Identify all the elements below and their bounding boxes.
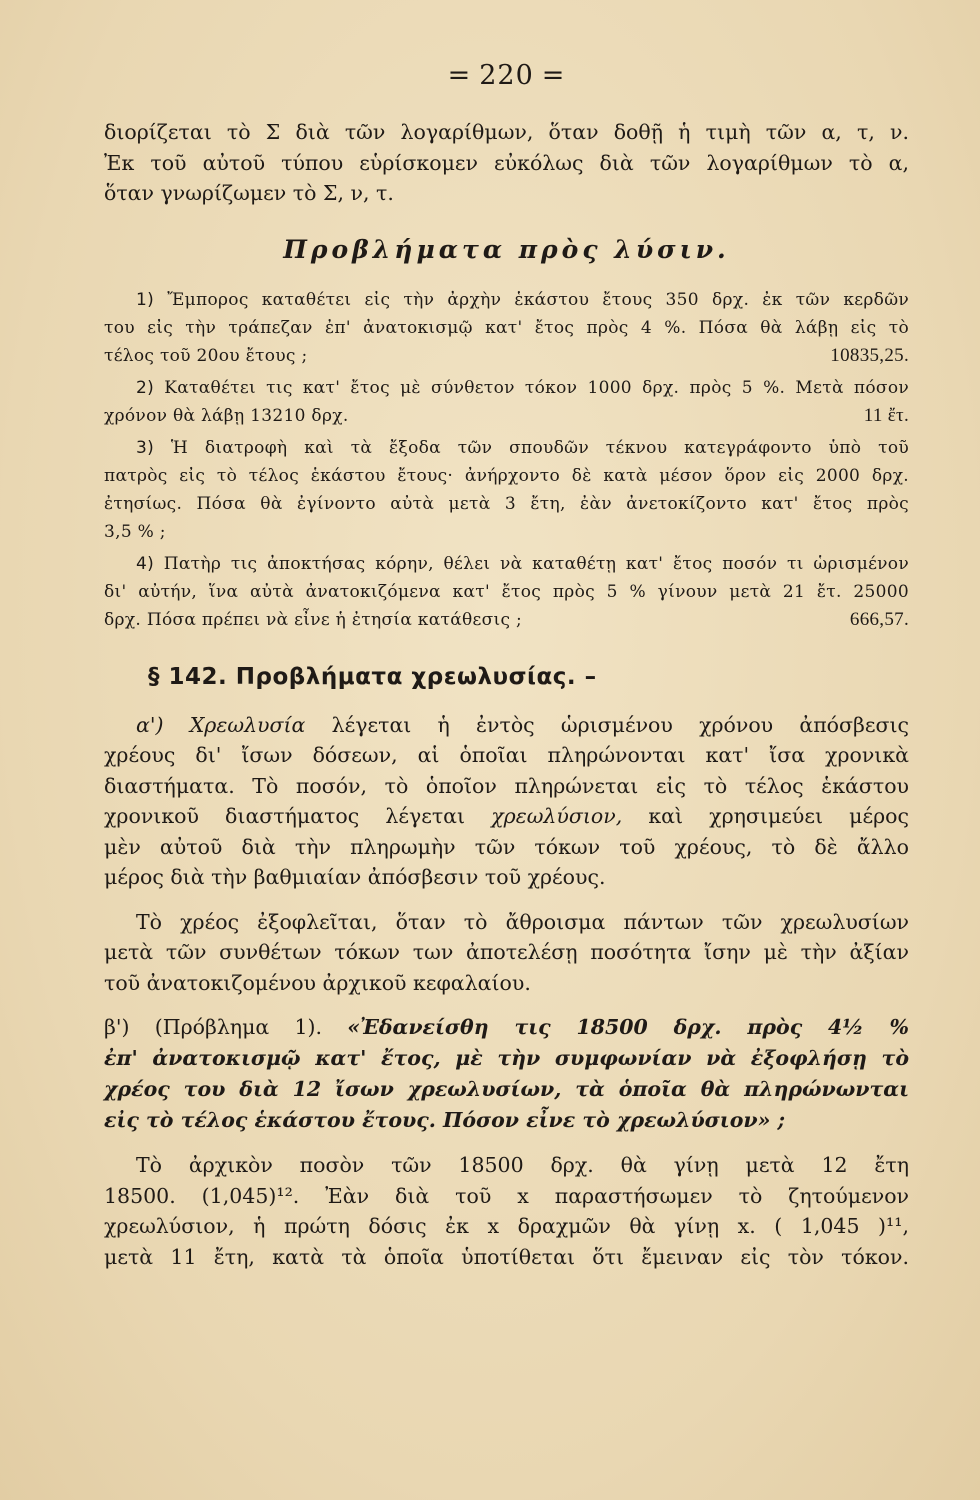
problem-text: Ἡ διατροφὴ καὶ τὰ ἔξοδα τῶν σπουδῶν τέκνου κατεγράφοντο ὑπὸ τοῦ <box>170 437 909 458</box>
problem-1-line-1 <box>104 286 909 314</box>
problem-answer: 11 ἔτ. <box>863 404 909 426</box>
paragraph-d <box>104 1150 909 1272</box>
problem-quote: «Ἐδανείσθη τις 18500 δρχ. πρὸς 4½ % <box>347 1015 909 1039</box>
paragraph-a-line-6: μέρος διὰ τὴν βαθμιαίαν ἀπόσβεσιν τοῦ χρέους. <box>104 865 606 889</box>
page-number-dash-left: = <box>447 60 472 91</box>
problem-text: χρόνον θὰ λάβῃ 13210 δρχ. <box>104 405 349 426</box>
paragraph-b-line-2: μετὰ τῶν συνθέτων τόκων των ἀποτελέσῃ ποσότητα ἴσην μὲ τὴν ἀξίαν <box>104 940 909 964</box>
problem-4-line-2: δι' αὐτήν, ἵνα αὐτὰ ἀνατοκιζόμενα κατ' ἔτος πρὸς 5 % γίνουν μετὰ 21 ἔτ. 25000 <box>104 581 909 602</box>
book-page <box>104 60 909 1460</box>
paragraph-c-line-3: χρέος του διὰ 12 ἴσων χρεωλυσίων, τὰ ὁποῖα θὰ πληρώνωνται <box>104 1077 909 1101</box>
problem-3-line-1 <box>104 434 909 462</box>
section-symbol: § <box>148 663 160 690</box>
defined-term: χρεωλύσιον, <box>491 804 623 828</box>
paragraph-text: λέγεται ἡ ἐντὸς ὡρισμένου χρόνου ἀπόσβεσις <box>331 712 909 737</box>
problem-number: 4) <box>136 553 155 574</box>
problem-label: β') (Πρόβλημα 1). <box>104 1015 323 1039</box>
problem-answer: 666,57. <box>849 608 909 630</box>
paragraph-c-line-4: εἰς τὸ τέλος ἑκάστου ἔτους. Πόσον εἶνε τὸ χρεωλύσιον» ; <box>104 1108 786 1132</box>
problem-text: Καταθέτει τις κατ' ἔτος μὲ σύνθετον τόκον 1000 δρχ. πρὸς 5 %. Μετὰ πόσον <box>164 377 909 398</box>
paragraph-a-line-2: χρέους δι' ἴσων δόσεων, αἱ ὁποῖαι πληρώνονται κατ' ἴσα χρονικὰ <box>104 743 909 767</box>
problem-3-line-3: ἐτησίως. Πόσα θὰ ἐγίνοντο αὐτὰ μετὰ 3 ἔτη, ἐὰν ἀνετοκίζοντο κατ' ἔτος πρὸς <box>104 493 909 514</box>
problem-number: 2) <box>136 377 155 398</box>
section-title: Προβλήματα χρεωλυσίας. – <box>235 663 597 690</box>
problem-3-line-4: 3,5 % ; <box>104 521 166 542</box>
problem-answer: 10835,25. <box>830 344 909 366</box>
defined-term: Χρεωλυσία <box>189 712 306 737</box>
page-number-value: 220 <box>479 60 534 91</box>
paragraph-d-line-3: χρεωλύσιον, ἡ πρώτη δόσις ἐκ x δραχμῶν θὰ γίνῃ x. ( 1,045 )¹¹, <box>104 1214 909 1238</box>
problem-text: δρχ. Πόσα πρέπει νὰ εἶνε ἡ ἐτησία κατάθεσις ; <box>104 609 523 630</box>
paragraph-a-line-4 <box>104 801 909 832</box>
paragraph-c <box>104 1012 909 1136</box>
problem-2-line-2 <box>104 402 909 430</box>
section-heading <box>148 664 909 690</box>
problems-heading: Προβλήματα πρὸς λύσιν. <box>283 234 730 264</box>
problem-1-line-3 <box>104 342 909 370</box>
problem-text: Πατὴρ τις ἀποκτήσας κόρην, θέλει νὰ καταθέτῃ κατ' ἔτος ποσόν τι ὡρισμένον <box>163 553 909 574</box>
paragraph-a <box>104 710 909 893</box>
paragraph-text: καὶ χρησιμεύει μέρος <box>648 804 909 828</box>
paragraph-b-line-3: τοῦ ἀνατοκιζομένου ἀρχικοῦ κεφαλαίου. <box>104 970 531 995</box>
problem-4 <box>104 550 909 634</box>
page-number-dash-right: = <box>541 60 566 91</box>
problem-4-line-3 <box>104 606 909 634</box>
paragraph-c-line-2: ἐπ' ἀνατοκισμῷ κατ' ἔτος, μὲ τὴν συμφωνίαν νὰ ἐξοφλήσῃ τὸ <box>104 1046 909 1070</box>
spacer <box>104 893 909 907</box>
problem-number: 1) <box>136 289 155 310</box>
paragraph-a-line-3: διαστήματα. Τὸ ποσόν, τὸ ὁποῖον πληρώνεται εἰς τὸ τέλος ἑκάστου <box>104 773 909 798</box>
intro-paragraph <box>104 117 909 209</box>
paragraph-d-line-1: Τὸ ἀρχικὸν ποσὸν τῶν 18500 δρχ. θὰ γίνῃ μετὰ 12 ἔτη <box>136 1153 909 1177</box>
section-number: 142. <box>168 663 228 690</box>
problem-2-line-1 <box>104 374 909 402</box>
paragraph-a-line-1 <box>104 710 909 741</box>
problem-text: Ἔμπορος καταθέτει εἰς τὴν ἀρχὴν ἑκάστου ἔτους 350 δρχ. ἐκ τῶν κερδῶν <box>167 289 909 310</box>
problem-1 <box>104 286 909 370</box>
intro-line-1: διορίζεται τὸ Σ διὰ τῶν λογαρίθμων, ὅταν δοθῇ ἡ τιμὴ τῶν α, τ, ν. <box>104 120 909 144</box>
paragraph-b <box>104 907 909 999</box>
intro-line-2: Ἐκ τοῦ αὐτοῦ τύπου εὑρίσκομεν εὐκόλως διὰ τῶν λογαρίθμων τὸ α, <box>104 150 909 175</box>
intro-line-3: ὅταν γνωρίζωμεν τὸ Σ, ν, τ. <box>104 181 394 205</box>
problem-3-line-2: πατρὸς εἰς τὸ τέλος ἑκάστου ἔτους· ἀνήρχοντο δὲ κατὰ μέσον ὅρον εἰς 2000 δρχ. <box>104 465 909 486</box>
paragraph-b-line-1: Τὸ χρέος ἐξοφλεῖται, ὅταν τὸ ἄθροισμα πάντων τῶν χρεωλυσίων <box>136 909 909 934</box>
paragraph-label: α') <box>136 712 164 737</box>
problem-4-line-1 <box>104 550 909 578</box>
paragraph-d-line-4: μετὰ 11 ἔτη, κατὰ τὰ ὁποῖα ὑποτίθεται ὅτι ἔμειναν εἰς τὸν τόκον. <box>104 1244 909 1269</box>
problem-3 <box>104 434 909 546</box>
problem-number: 3) <box>136 437 155 458</box>
paragraph-text: χρονικοῦ διαστήματος λέγεται <box>104 804 466 828</box>
problem-2 <box>104 374 909 430</box>
spacer <box>104 998 909 1012</box>
spacer <box>104 1136 909 1150</box>
problem-1-line-2: του εἰς τὴν τράπεζαν ἐπ' ἀνατοκισμῷ κατ' ἔτος πρὸς 4 %. Πόσα θὰ λάβῃ εἰς τὸ <box>104 317 909 338</box>
paragraph-a-line-5: μὲν αὐτοῦ διὰ τὴν πληρωμὴν τῶν τόκων τοῦ χρέους, τὸ δὲ ἄλλο <box>104 834 909 859</box>
paragraph-c-line-1 <box>104 1012 909 1043</box>
problem-text: τέλος τοῦ 20ου ἔτους ; <box>104 345 308 366</box>
page-number <box>104 60 909 91</box>
paragraph-d-line-2: 18500. (1,045)¹². Ἐὰν διὰ τοῦ x παραστήσωμεν τὸ ζητούμενον <box>104 1183 909 1208</box>
